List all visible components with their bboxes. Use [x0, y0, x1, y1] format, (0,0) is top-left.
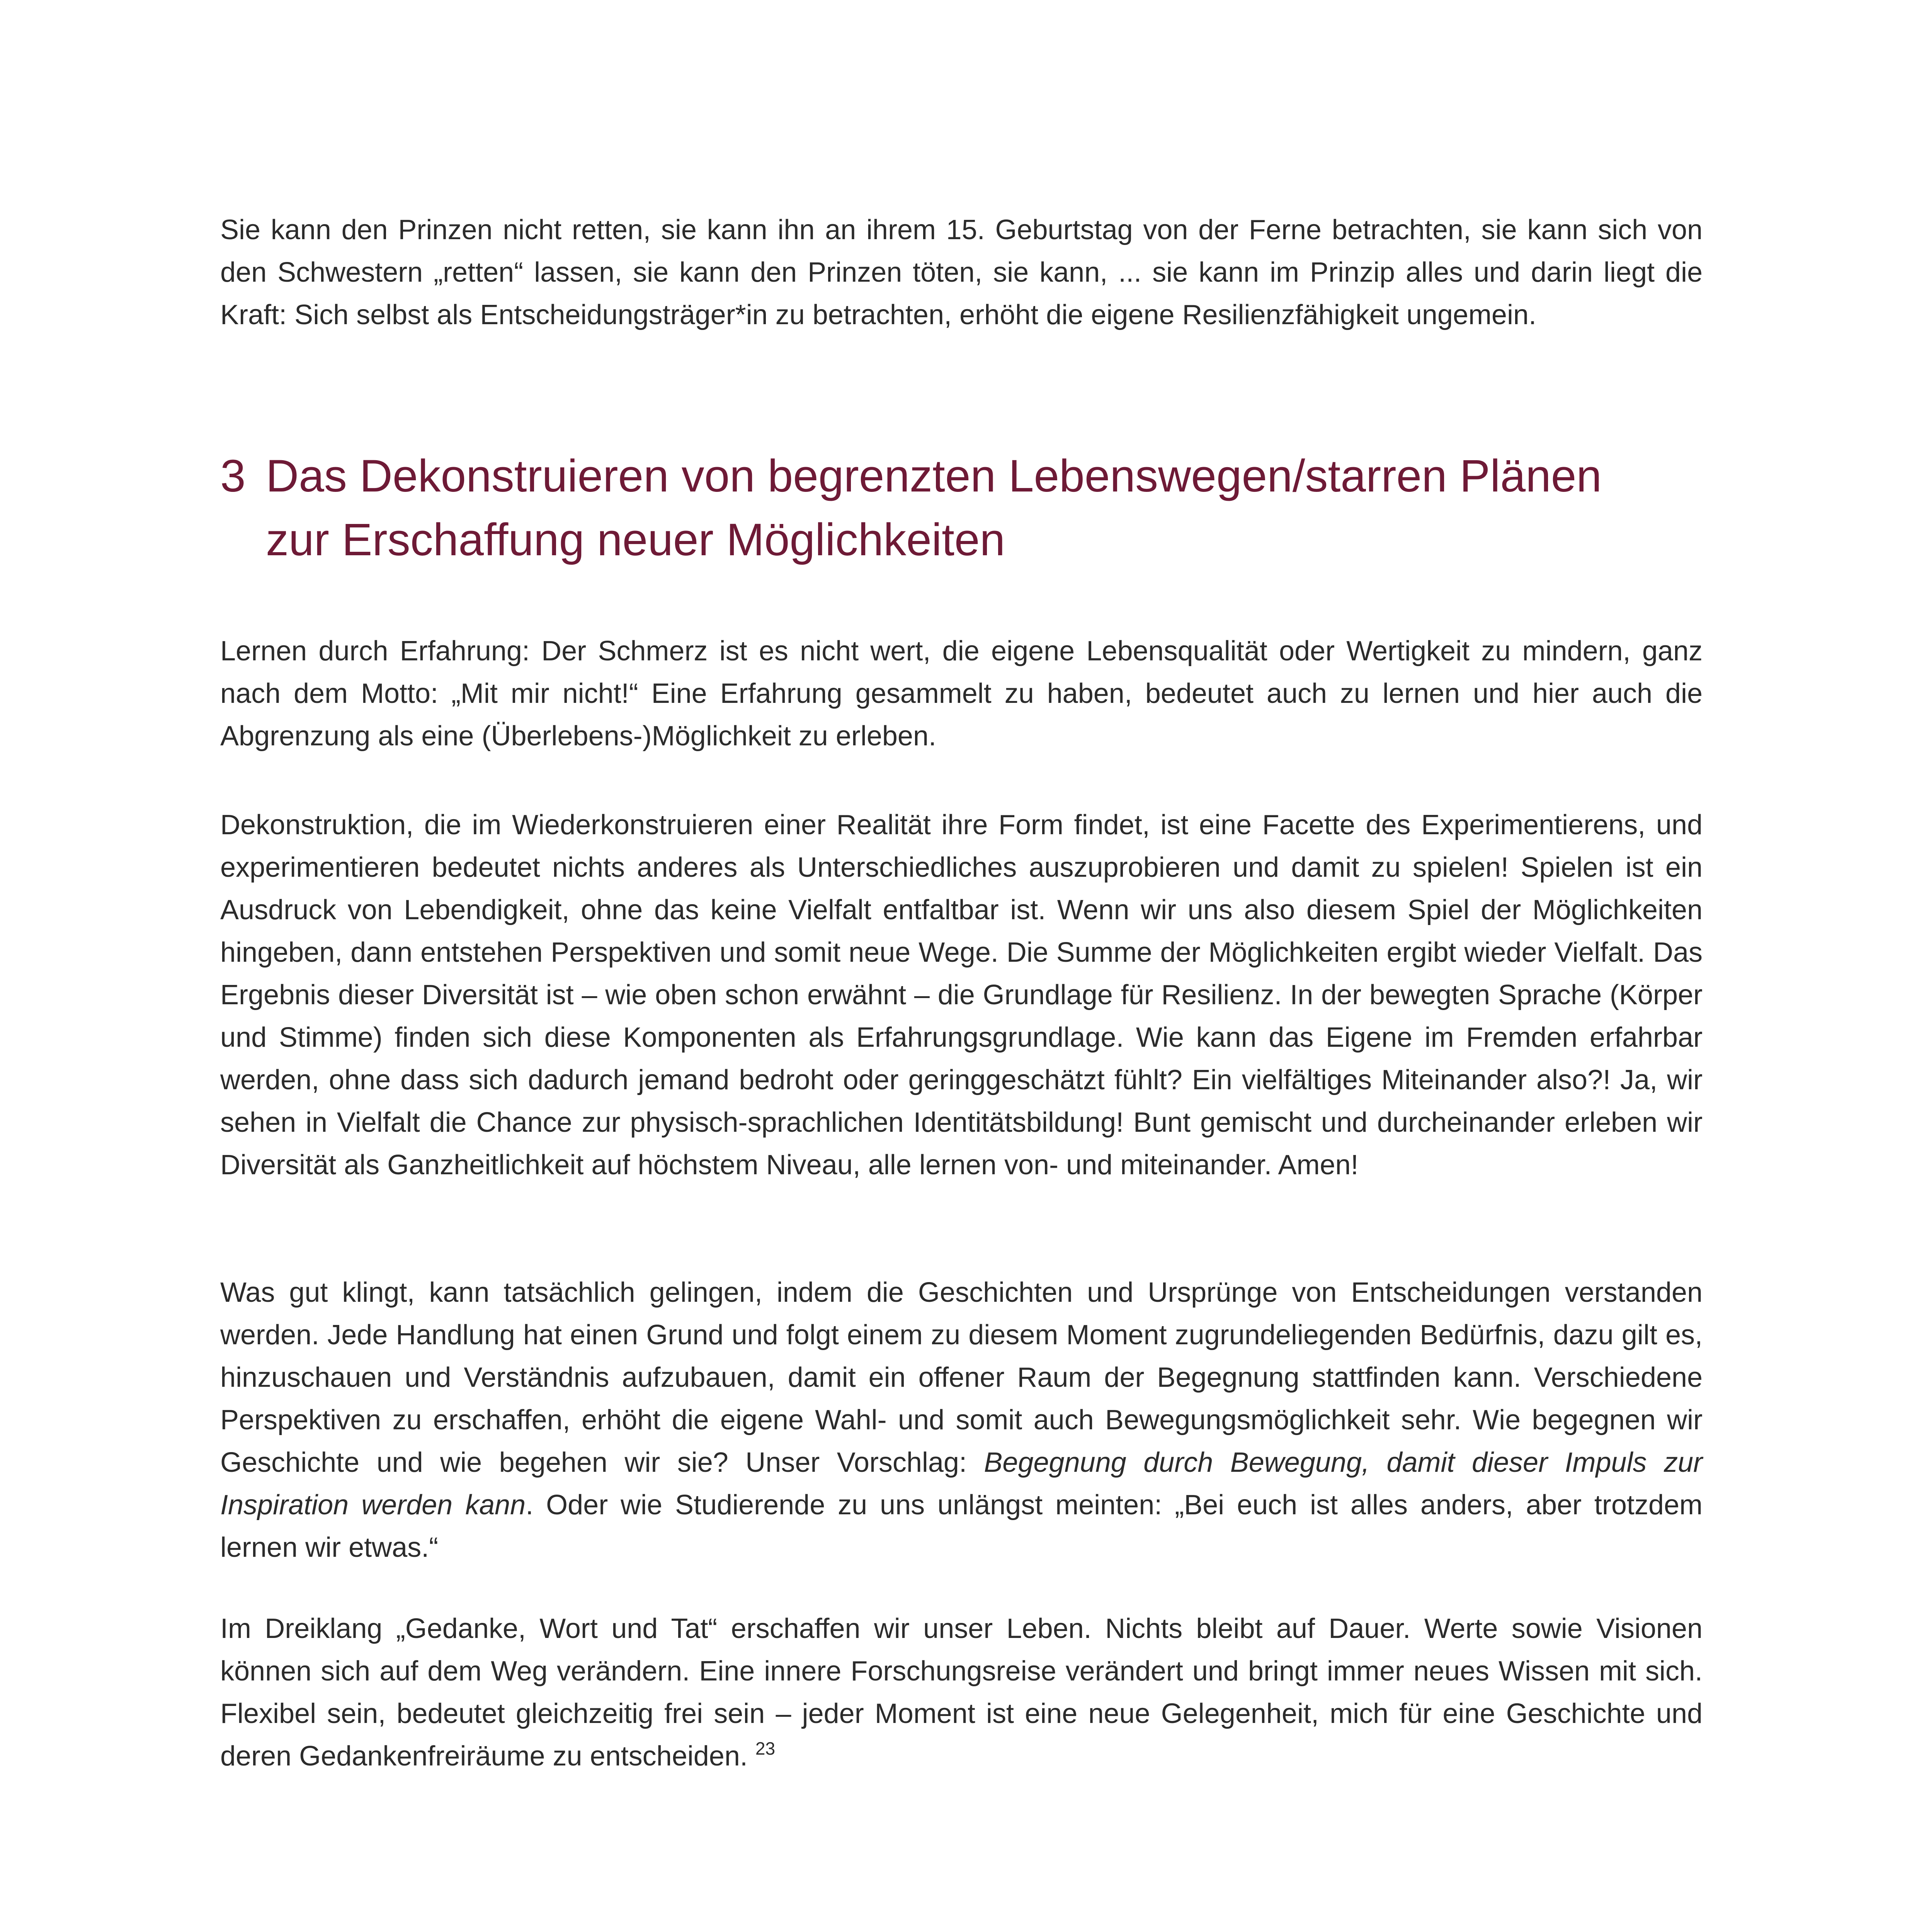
section-heading — [220, 444, 1703, 572]
paragraph-encounter — [220, 1271, 1703, 1569]
paragraph-encounter-text: Was gut klingt, kann tatsächlich gelingen, indem die Geschichten und Ursprünge von Entscheidungen verstanden werden. Jede Handlung hat einen Grund und folgt einem zu diesem Moment zugrundeliegenden Bedürfnis, dazu gilt es, hinzuschauen und Verständnis aufzubauen, damit ein offener Raum der Begegnung stattfinden kann. Verschiedene Perspektiven zu erschaffen, erhöht die eigene Wahl- und somit auch Bewegungsmöglichkeit sehr. Wie begegnen wir Geschichte und wie begehen wir sie? Unser Vorschlag: — [220, 1277, 1703, 1478]
footnote-reference[interactable]: 23 — [755, 1738, 776, 1759]
paragraph-triad-text: Im Dreiklang „Gedanke, Wort und Tat“ erschaffen wir unser Leben. Nichts bleibt auf Dauer. Werte sowie Visionen können sich auf dem Weg verändern. Eine innere Forschungsreise verändert und bringt immer neues Wissen mit sich. Flexibel sein, bedeutet gleichzeitig frei sein – jeder Moment ist eine neue Gelegenheit, mich für eine Geschichte und deren Gedankenfreiräume zu entscheiden. — [220, 1613, 1703, 1772]
intro-paragraph: Sie kann den Prinzen nicht retten, sie kann ihn an ihrem 15. Geburtstag von der Ferne betrachten, sie kann sich von den Schwestern „retten“ lassen, sie kann den Prinzen töten, sie kann, ... sie kann im Prinzip alles und darin liegt die Kraft: Sich selbst als Entscheidungsträger*in zu betrachten, erhöht die eigene Resilienzfähigkeit ungemein. — [220, 214, 1703, 330]
paragraph-deconstruction: Dekonstruktion, die im Wiederkonstruieren einer Realität ihre Form findet, ist eine Facette des Experimentierens, und experimentieren bedeutet nichts anderes als Unterschiedliches auszuprobieren und damit zu spielen! Spielen ist ein Ausdruck von Lebendigkeit, ohne das keine Vielfalt entfaltbar ist. Wenn wir uns also diesem Spiel der Möglichkeiten hingeben, dann entstehen Perspektiven und somit neue Wege. Die Summe der Möglichkeiten ergibt wieder Vielfalt. Das Ergebnis dieser Diversität ist – wie oben schon erwähnt – die Grundlage für Resilienz. In der bewegten Sprache (Körper und Stimme) finden sich diese Komponenten als Erfahrungsgrundlage. Wie kann das Eigene im Fremden erfahrbar werden, ohne dass sich dadurch jemand bedroht oder geringgeschätzt fühlt? Ein vielfältiges Miteinander also?! Ja, wir sehen in Vielfalt die Chance zur physisch-sprachlichen Identitätsbildung! Bunt gemischt und durcheinander erleben wir Diversität als Ganzheitlichkeit auf höchstem Niveau, alle lernen von- und miteinander. Amen! — [220, 810, 1703, 1180]
section-title-line1: Das Dekonstruieren von begrenzten Lebenswegen/starren Plänen — [266, 451, 1602, 502]
paragraph-learning-by-experience: Lernen durch Erfahrung: Der Schmerz ist es nicht wert, die eigene Lebensqualität oder Wertigkeit zu mindern, ganz nach dem Motto: „Mit mir nicht!“ Eine Erfahrung gesammelt zu haben, bedeutet auch zu lernen und hier auch die Abgrenzung als eine (Überlebens-)Möglichkeit zu erleben. — [220, 636, 1703, 752]
paragraph-encounter-end: . Oder wie Studierende zu uns unlängst meinten: „Bei euch ist alles anders, aber trotzdem lernen wir etwas.“ — [220, 1490, 1703, 1563]
paragraph-encounter-italic: Begegnung durch Bewegung, damit dieser Impuls zur Inspiration werden kann — [220, 1447, 1703, 1520]
section-title-line2: zur Erschaffung neuer Möglichkeiten — [266, 514, 1005, 565]
section-number: 3 — [220, 451, 246, 502]
paragraph-triad — [220, 1607, 1703, 1777]
